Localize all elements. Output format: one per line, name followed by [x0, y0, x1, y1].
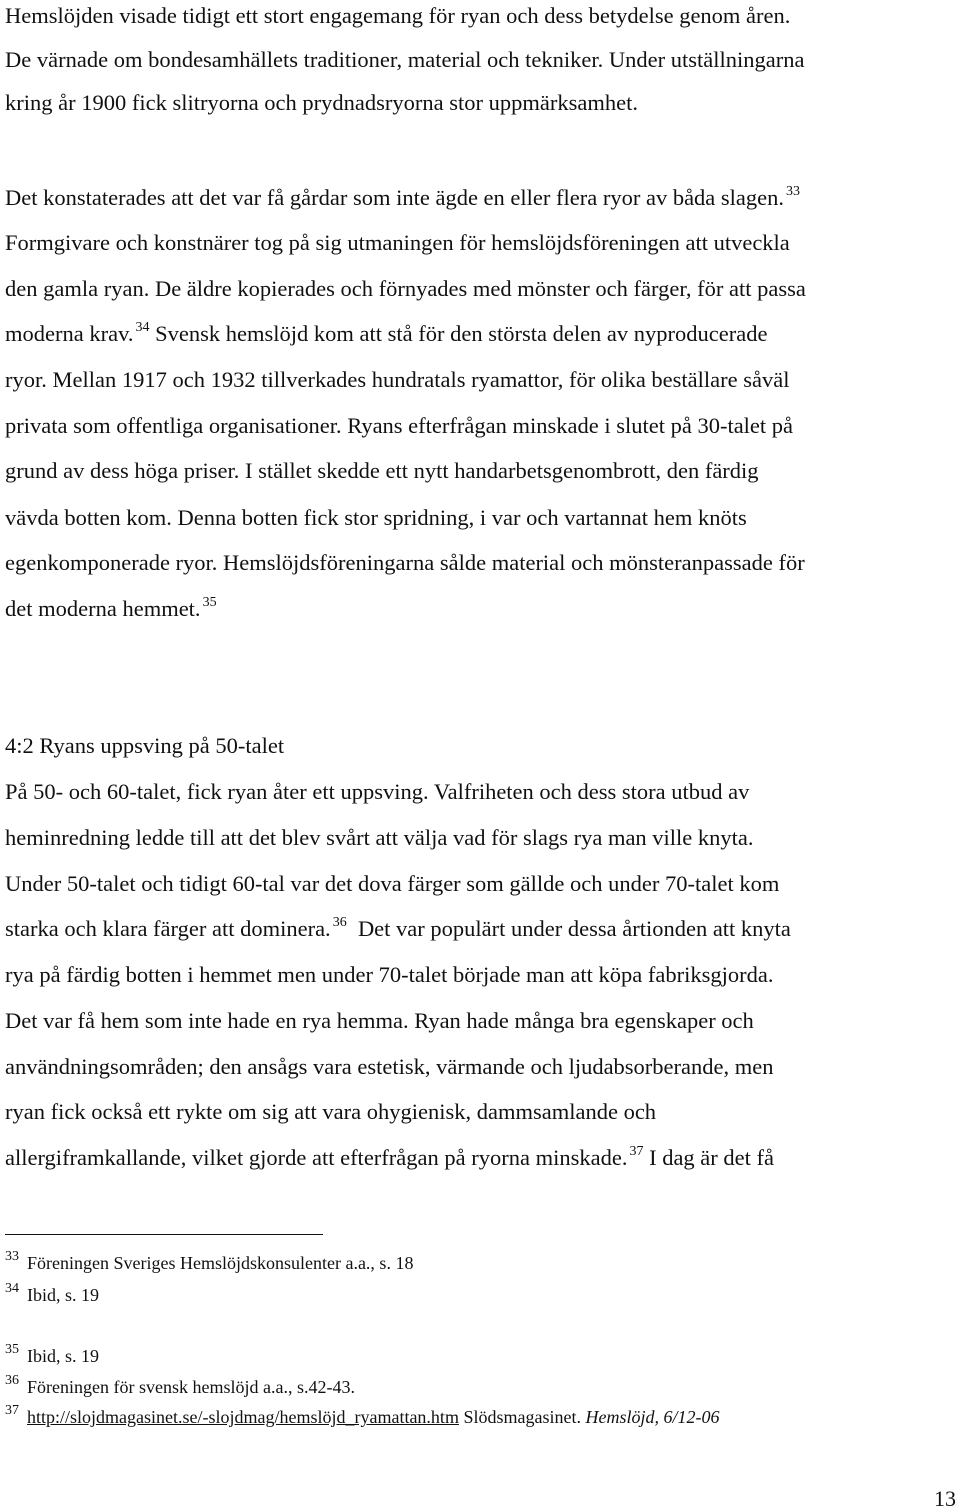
- paragraph2-line: egenkomponerade ryor. Hemslöjdsföreningarna sålde material och mönsteranpassade för: [5, 550, 805, 575]
- footnote-italic: Hemslöjd, 6/12-06: [585, 1407, 720, 1427]
- paragraph1-line: kring år 1900 fick slitryorna och prydnadsryorna stor uppmärksamhet.: [5, 90, 638, 115]
- text-run: det moderna hemmet.: [5, 596, 201, 621]
- footnote-ref-34[interactable]: 34: [135, 320, 150, 335]
- paragraph2-line: den gamla ryan. De äldre kopierades och förnyades med mönster och färger, för att passa: [5, 276, 806, 301]
- text-run: moderna krav.: [5, 321, 134, 346]
- text-run: Det konstaterades att det var få gårdar som inte ägde en eller flera ryor av båda slagen.: [5, 185, 785, 210]
- paragraph1-line: De värnade om bondesamhällets traditioner, material och tekniker. Under utställningarna: [5, 47, 805, 72]
- section-line: [5, 1144, 774, 1176]
- paragraph2-line: [5, 320, 767, 352]
- text-run: starka och klara färger att dominera.: [5, 916, 331, 941]
- footnote-ref-36[interactable]: 36: [332, 915, 347, 930]
- footnote-36: [5, 1373, 355, 1401]
- section-line: [5, 915, 791, 947]
- section-line: ryan fick också ett rykte om sig att vara ohygienisk, dammsamlande och: [5, 1099, 657, 1124]
- footnote-text: Föreningen för svensk hemslöjd a.a., s.42-43.: [27, 1377, 355, 1397]
- paragraph2-line: vävda botten kom. Denna botten fick stor spridning, i var och vartannat hem knöts: [5, 505, 747, 530]
- paragraph2-line: privata som offentliga organisationer. Ryans efterfrågan minskade i slutet på 30-talet på: [5, 413, 794, 438]
- section-line: heminredning ledde till att det blev svårt att välja vad för slags rya man ville knyta.: [5, 825, 754, 850]
- footnote-text: Ibid, s. 19: [27, 1285, 99, 1305]
- footnote-separator: [5, 1234, 323, 1235]
- text-run: allergiframkallande, vilket gjorde att efterfrågan på ryorna minskade.: [5, 1145, 628, 1170]
- footnote-number: 37: [5, 1403, 19, 1418]
- paragraph2-line: Formgivare och konstnärer tog på sig utmaningen för hemslöjdsföreningen att utveckla: [5, 230, 790, 255]
- text-run: I dag är det få: [643, 1145, 775, 1170]
- footnote-link[interactable]: http://slojdmagasinet.se/-slojdmag/hemslöjd_ryamattan.htm: [27, 1407, 459, 1427]
- paragraph2-line: ryor. Mellan 1917 och 1932 tillverkades hundratals ryamattor, för olika beställare såväl: [5, 367, 790, 392]
- footnote-text: Föreningen Sveriges Hemslöjdskonsulenter a.a., s. 18: [27, 1253, 414, 1273]
- footnote-35: [5, 1342, 99, 1370]
- paragraph2-line: grund av dess höga priser. I stället skedde ett nytt handarbetsgenombrott, den färdig: [5, 458, 759, 483]
- footnote-number: 34: [5, 1281, 19, 1296]
- paragraph2-line: [5, 184, 800, 216]
- footnote-34: [5, 1281, 99, 1309]
- footnote-ref-35[interactable]: 35: [202, 595, 217, 610]
- footnote-ref-33[interactable]: 33: [786, 184, 801, 199]
- paragraph2-line: [5, 595, 217, 627]
- section-line: Det var få hem som inte hade en rya hemma. Ryan hade många bra egenskaper och: [5, 1008, 754, 1033]
- paragraph1-line: Hemslöjden visade tidigt ett stort engagemang för ryan och dess betydelse genom åren.: [5, 3, 791, 28]
- section-line: rya på färdig botten i hemmet men under 70-talet började man att köpa fabriksgjorda.: [5, 962, 774, 987]
- footnote-number: 33: [5, 1249, 19, 1264]
- footnote-text: Slödsmagasinet.: [458, 1407, 586, 1427]
- text-run: Svensk hemslöjd kom att stå för den största delen av nyproducerade: [149, 321, 768, 346]
- footnote-37: [5, 1403, 720, 1431]
- text-run: Det var populärt under dessa årtionden att knyta: [346, 916, 791, 941]
- section-line: Under 50-talet och tidigt 60-tal var det dova färger som gällde och under 70-talet kom: [5, 871, 780, 896]
- footnote-number: 36: [5, 1373, 19, 1388]
- footnote-33: [5, 1249, 414, 1277]
- section-line: användningsområden; den ansågs vara estetisk, värmande och ljudabsorberande, men: [5, 1054, 774, 1079]
- section-line: På 50- och 60-talet, fick ryan åter ett uppsving. Valfriheten och dess stora utbud av: [5, 779, 750, 804]
- page-number: 13: [934, 1486, 956, 1511]
- footnote-ref-37[interactable]: 37: [629, 1144, 644, 1159]
- footnote-number: 35: [5, 1342, 19, 1357]
- footnote-text: Ibid, s. 19: [27, 1346, 99, 1366]
- section-heading: 4:2 Ryans uppsving på 50-talet: [5, 733, 285, 758]
